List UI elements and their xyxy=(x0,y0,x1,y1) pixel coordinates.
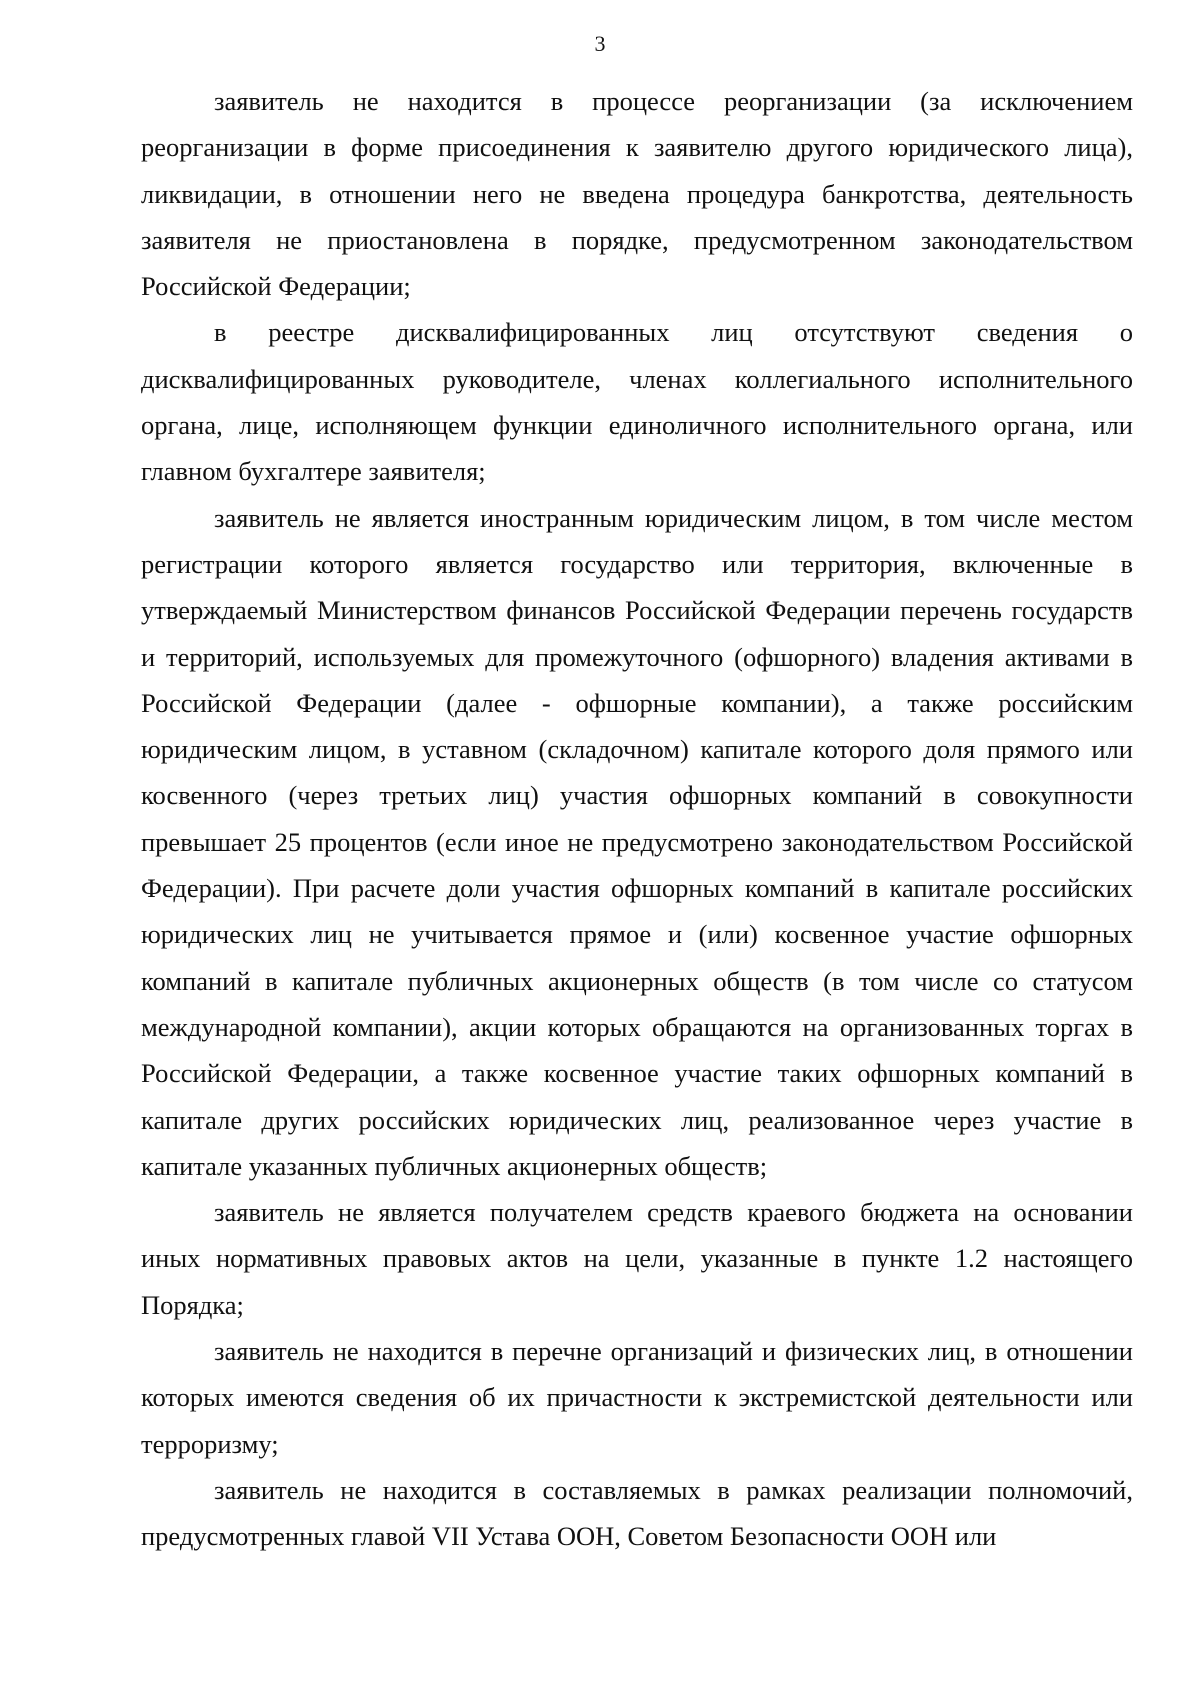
paragraph-reorganization-status: заявитель не находится в процессе реорганизации (за исключением реорганизации в форме присоединения к заявителю другого юридического лица), ликвидации, в отношении него не введена процедура банкротства, деятельность заявителя не приостановлена в порядке, предусмотренном законодательством Российской Федерации; xyxy=(141,86,1133,302)
paragraph-extremism-list: заявитель не находится в перечне организаций и физических лиц, в отношении которых имеются сведения об их причастности к экстремистской деятельности или терроризму; xyxy=(141,1336,1133,1459)
document-body xyxy=(141,78,1133,1560)
page-number: 3 xyxy=(594,31,606,56)
paragraph-disqualified-persons: в реестре дисквалифицированных лиц отсутствуют сведения о дисквалифицированных руководителе, членах коллегиального исполнительного органа, лице, исполняющем функции единоличного исполнительного органа, или главном бухгалтере заявителя; xyxy=(141,317,1133,487)
paragraph-budget-recipient: заявитель не является получателем средств краевого бюджета на основании иных нормативных правовых актов на цели, указанные в пункте 1.2 настоящего Порядка; xyxy=(141,1197,1133,1320)
paragraph-offshore-companies: заявитель не является иностранным юридическим лицом, в том числе местом регистрации которого является государство или территория, включенные в утверждаемый Министерством финансов Российской Федерации перечень государств и территорий, используемых для промежуточного (офшорного) владения активами в Российской Федерации (далее - офшорные компании), а также российским юридическим лицом, в уставном (складочном) капитале которого доля прямого или косвенного (через третьих лиц) участия офшорных компаний в совокупности превышает 25 процентов (если иное не предусмотрено законодательством Российской Федерации). При расчете доли участия офшорных компаний в капитале российских юридических лиц не учитывается прямое и (или) косвенное участие офшорных компаний в капитале публичных акционерных обществ (в том числе со статусом международной компании), акции которых обращаются на организованных торгах в Российской Федерации, а также косвенное участие таких офшорных компаний в капитале других российских юридических лиц, реализованное через участие в капитале указанных публичных акционерных обществ; xyxy=(141,502,1133,1181)
paragraph-un-security-council: заявитель не находится в составляемых в рамках реализации полномочий, предусмотренных главой VII Устава ООН, Советом Безопасности ООН или xyxy=(141,1474,1133,1552)
